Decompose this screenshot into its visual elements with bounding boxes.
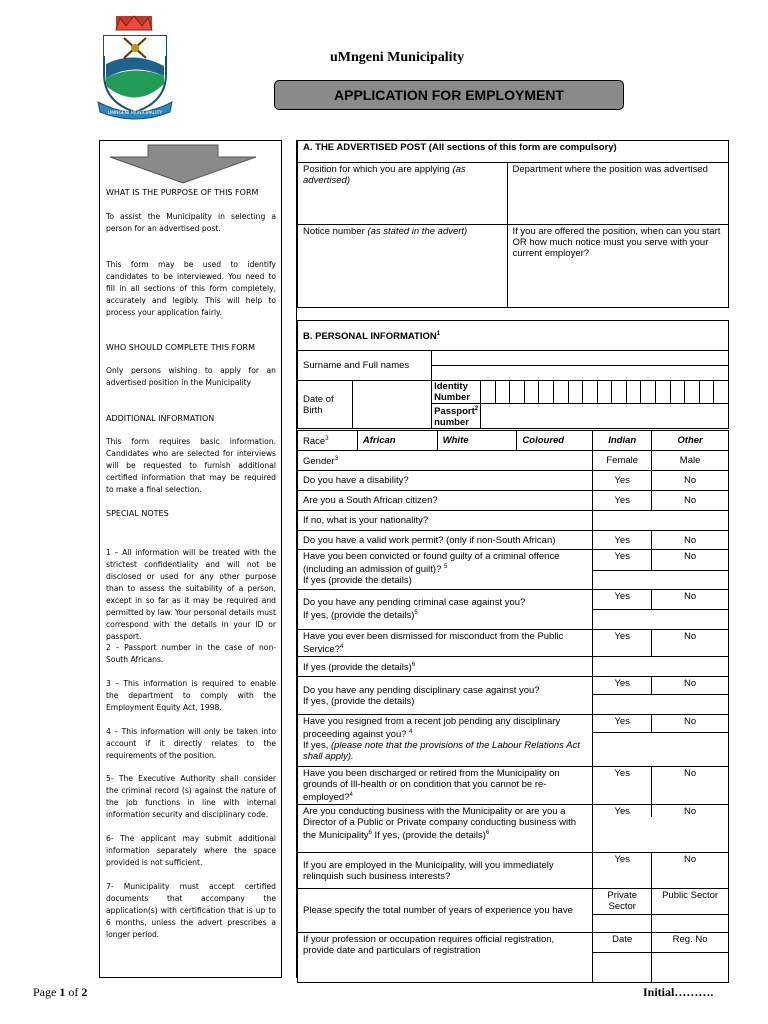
public-sector-input[interactable] xyxy=(652,915,729,933)
disciplinary-yes[interactable]: Yes xyxy=(593,677,652,695)
work-permit-question: Do you have a valid work permit? (only if non-South African) xyxy=(298,531,593,550)
id-digit[interactable] xyxy=(539,381,554,404)
who-text: Only persons wishing to apply for an advertised position in the Municipality xyxy=(106,366,276,387)
private-sector-label: Private Sector xyxy=(593,889,652,915)
disability-no[interactable]: No xyxy=(652,471,729,491)
relinquish-no[interactable]: No xyxy=(652,853,729,889)
down-arrow-icon xyxy=(108,143,258,185)
id-digit[interactable] xyxy=(597,381,612,404)
id-digit[interactable] xyxy=(714,381,729,404)
permit-no[interactable]: No xyxy=(652,531,729,550)
id-digit[interactable] xyxy=(553,381,568,404)
public-sector-label: Public Sector xyxy=(652,889,729,915)
notice-field[interactable] xyxy=(298,225,508,308)
notice-note: (as stated in the advert) xyxy=(367,226,468,237)
nationality-question: If no, what is your nationality? xyxy=(298,511,593,531)
start-date-field[interactable] xyxy=(507,225,729,308)
logo-motto-text: UMNGENI MUNICIPALITY xyxy=(107,111,163,116)
criminal-no[interactable]: No xyxy=(652,550,729,571)
resigned-yes[interactable]: Yes xyxy=(593,715,652,733)
id-digit[interactable] xyxy=(510,381,525,404)
note-1: 1 – All information will be treated with the strictest confidentiality and will not be disclosed or used for any other purpose than to assess the suitability of a person, except in so far as it may be required and permitted by law. Your personal details must correspond with the details in your ID or passport. xyxy=(106,548,276,641)
experience-question: Please specify the total number of years of experience you have xyxy=(298,889,593,933)
criminal-details-input[interactable] xyxy=(593,571,729,590)
registration-number-input[interactable] xyxy=(652,953,729,983)
start-label: If you are offered the position, when can you start OR how much notice must you serve with your current employer? xyxy=(512,226,721,259)
discharged-no[interactable]: No xyxy=(652,767,729,805)
dismissed-details-label: If yes (provide the details)$^6$ xyxy=(298,657,593,677)
business-no[interactable]: No xyxy=(684,806,697,818)
municipality-name: uMngeni Municipality xyxy=(330,50,465,65)
department-label: Department where the position was advertised xyxy=(512,164,708,175)
initial-field[interactable]: Initial………. xyxy=(643,985,714,999)
note-5: 5- The Executive Authority shall consider the criminal record (s) against the nature of the job functions in line with internal information security and disciplinary code. xyxy=(106,774,276,819)
relinquish-yes[interactable]: Yes xyxy=(593,853,652,889)
id-digit[interactable] xyxy=(641,381,656,404)
race-option-african[interactable]: African xyxy=(357,431,437,451)
id-digit[interactable] xyxy=(524,381,539,404)
resigned-question: Have you resigned from a recent job pending any disciplinary proceeding against you? $^4$ If yes, (please note that the provisions of the Labour Relations Act shall apply). xyxy=(298,715,593,767)
race-option-coloured[interactable]: Coloured xyxy=(517,431,593,451)
section-b-identity-table xyxy=(297,320,729,429)
instructions-panel xyxy=(99,140,282,978)
passport-input[interactable] xyxy=(481,404,729,429)
surname-input-line-2[interactable] xyxy=(432,366,729,381)
note-2: 2 – Passport number in the case of non-South Africans. xyxy=(106,643,276,664)
passport-label: Passport$^2$ number xyxy=(432,404,481,429)
id-digit[interactable] xyxy=(481,381,496,404)
section-a-table xyxy=(297,140,729,308)
note-3: 3 – This information is required to enable the department to comply with the Employment Equity Act, 1998. xyxy=(106,679,276,712)
citizen-no[interactable]: No xyxy=(652,491,729,511)
disciplinary-details-input[interactable] xyxy=(593,695,729,715)
business-answer-cell xyxy=(593,805,729,853)
special-notes-heading: SPECIAL NOTES xyxy=(106,509,169,518)
section-b-questions-table xyxy=(297,430,729,983)
notice-label: Notice number xyxy=(303,226,365,237)
resigned-details-input[interactable] xyxy=(593,733,729,767)
disciplinary-no[interactable]: No xyxy=(652,677,729,695)
purpose-text: To assist the Municipality in selecting a person for an advertised post. xyxy=(106,212,276,233)
disability-yes[interactable]: Yes xyxy=(593,471,652,491)
pending-criminal-question: Do you have any pending criminal case against you? If yes, (provide the details)$^5$ xyxy=(298,590,593,630)
id-digit[interactable] xyxy=(670,381,685,404)
registration-question: If your profession or occupation requires official registration, provide date and particulars of registration xyxy=(298,933,593,983)
discharged-question: Have you been discharged or retired from the Municipality on grounds of Ill-health or on condition that you cannot be re-employed?$^4$ xyxy=(298,767,593,805)
permit-yes[interactable]: Yes xyxy=(593,531,652,550)
who-heading: WHO SHOULD COMPLETE THIS FORM xyxy=(106,343,256,352)
note-6: 6- The applicant may submit additional information separately where the space provided is not sufficient. xyxy=(106,834,276,867)
id-digit[interactable] xyxy=(495,381,510,404)
page-number: Page 1 of 2 xyxy=(33,985,88,999)
criminal-question: Have you been convicted or found guilty of a criminal offence (including an admission of guilt)? $^5$ If yes (provide the details) xyxy=(298,550,593,590)
gender-female[interactable]: Female xyxy=(593,451,652,471)
surname-input-line-1[interactable] xyxy=(432,351,729,366)
id-digit[interactable] xyxy=(699,381,714,404)
id-digit[interactable] xyxy=(685,381,700,404)
business-question: Are you conducting business with the Municipality or are you a Director of a Public or Private company conducting business with the Municipality$^6$ If yes, (provide the details)$^6$ xyxy=(298,805,593,853)
citizen-question: Are you a South African citizen? xyxy=(298,491,593,511)
disciplinary-question: Do you have any pending disciplinary case against you? If yes, (provide the details) xyxy=(298,677,593,715)
purpose-detail-text: This form may be used to identify candidates to be interviewed. You need to fill in all sections of this form completely, accurately and legibly. This will help to process your application fairly. xyxy=(106,260,276,317)
id-digit[interactable] xyxy=(612,381,627,404)
race-option-other[interactable]: Other xyxy=(652,431,729,451)
dismissed-no[interactable]: No xyxy=(652,630,729,657)
discharged-yes[interactable]: Yes xyxy=(593,767,652,805)
id-digit[interactable] xyxy=(656,381,671,404)
citizen-yes[interactable]: Yes xyxy=(593,491,652,511)
dob-input[interactable] xyxy=(353,381,432,429)
dismissed-yes[interactable]: Yes xyxy=(593,630,652,657)
race-option-indian[interactable]: Indian xyxy=(593,431,652,451)
nationality-input[interactable] xyxy=(593,511,729,531)
race-option-white[interactable]: White xyxy=(437,431,517,451)
section-b-title: B. PERSONAL INFORMATION$^1$ xyxy=(298,321,729,351)
id-number-label: Identity Number xyxy=(432,381,481,404)
position-label: Position for which you are applying xyxy=(303,164,450,175)
pending-criminal-details-input[interactable] xyxy=(593,610,729,630)
note-4: 4 – This information will only be taken into account if it directly relates to the requirements of the position. xyxy=(106,727,276,760)
gender-label: Gender$^3$ xyxy=(298,451,593,471)
department-field[interactable] xyxy=(507,163,729,225)
municipal-coat-of-arms-logo xyxy=(94,14,176,124)
race-label: Race$^3$ xyxy=(298,431,358,451)
resigned-no[interactable]: No xyxy=(652,715,729,733)
dismissed-question: Have you ever been dismissed for misconduct from the Public Service?$^4$ xyxy=(298,630,593,657)
additional-heading: ADDITIONAL INFORMATION xyxy=(106,414,215,423)
gender-male[interactable]: Male xyxy=(652,451,729,471)
criminal-yes[interactable]: Yes xyxy=(593,550,652,571)
page-title: APPLICATION FOR EMPLOYMENT xyxy=(274,80,624,110)
additional-text: This form requires basic information. Candidates who are selected for interviews will be requested to furnish additional certified information that may be required to make a final selection. xyxy=(106,437,276,494)
private-sector-input[interactable] xyxy=(593,915,652,933)
disability-question: Do you have a disability? xyxy=(298,471,593,491)
registration-date-label: Date xyxy=(593,933,652,953)
registration-date-input[interactable] xyxy=(593,953,652,983)
registration-number-label: Reg. No xyxy=(652,933,729,953)
position-note: (as advertised) xyxy=(303,164,466,186)
surname-label: Surname and Full names xyxy=(298,351,432,381)
pending-criminal-no[interactable]: No xyxy=(652,590,729,610)
id-digit[interactable] xyxy=(583,381,598,404)
purpose-heading: WHAT IS THE PURPOSE OF THIS FORM xyxy=(106,188,259,197)
position-field[interactable] xyxy=(298,163,508,225)
relinquish-question: If you are employed in the Municipality, will you immediately relinquish such business interests? xyxy=(298,853,593,889)
dismissed-details-input[interactable] xyxy=(593,657,729,677)
id-digit[interactable] xyxy=(626,381,641,404)
note-7: 7- Municipality must accept certified documents that accompany the application(s) with certification that is up to 6 months, unless the advert prescribes a longer period. xyxy=(106,882,276,939)
id-digit[interactable] xyxy=(568,381,583,404)
section-a-title: A. THE ADVERTISED POST (All sections of this form are compulsory) xyxy=(298,141,729,163)
pending-criminal-yes[interactable]: Yes xyxy=(593,590,652,610)
dob-label: Date of Birth xyxy=(298,381,353,429)
business-yes[interactable]: Yes xyxy=(593,805,652,817)
